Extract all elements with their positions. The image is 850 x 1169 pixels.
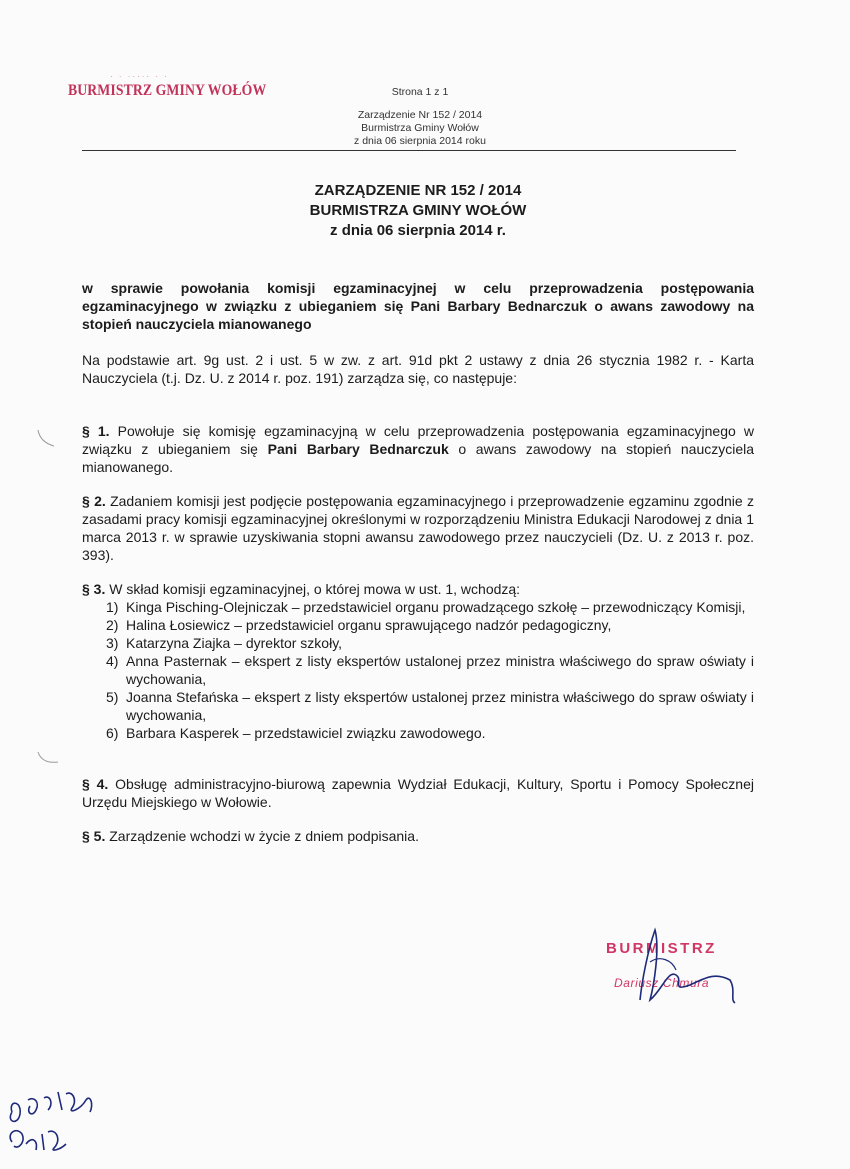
margin-mark [38, 752, 58, 762]
signature-scribble [650, 959, 676, 970]
section-text: Obsługę administracyjno-biurową zapewnia Wydział Edukacji, Kultury, Sportu i Pomocy Społecznej Urzędu Miejskiego w Wołowie. [82, 776, 754, 810]
signature-scribble [640, 930, 735, 1003]
list-item: Anna Pasternak – ekspert z listy ekspertów ustalonej przez ministra właściwego do spraw oświaty i wychowania, [126, 653, 754, 687]
list-item: Joanna Stefańska – ekspert z listy ekspertów ustalonej przez ministra właściwego do spraw oświaty i wychowania, [126, 689, 754, 723]
list-item: Barbara Kasperek – przedstawiciel związku zawodowego. [126, 725, 486, 741]
stamp-decoration: · · ····· · · [110, 72, 169, 81]
list-item: Kinga Pisching-Olejniczak – przedstawiciel organu prowadzącego szkołę – przewodniczący Komisji, [126, 599, 746, 615]
section-text: Zarządzenie wchodzi w życie z dniem podpisania. [109, 828, 419, 844]
section-text: Zadaniem komisji jest podjęcie postępowania egzaminacyjnego i przeprowadzenie egzaminu zgodnie z zasadami pracy komisji egzaminacyjnej określonymi w rozporządzeniu Ministra Edukacji Narodowej z dnia 1 marca 2013 r. w sprawie uzyskiwania stopni awansu zawodowego przez nauczycieli (Dz. U. z 2013 r. poz. 393). [82, 493, 754, 563]
section-text: o awans zawodowy na stopień nauczyciela mianowanego. [82, 441, 755, 475]
section-text: Powołuje się komisję egzaminacyjną w celu przeprowadzenia postępowania egzaminacyjnego w związku z ubieganiem się [82, 423, 754, 457]
handwritten-note [10, 1092, 91, 1121]
section-mark: § 1. [82, 423, 110, 439]
list-item: Katarzyna Ziajka – dyrektor szkoły, [126, 635, 343, 651]
section-mark: § 4. [82, 776, 109, 792]
title-line: ZARZĄDZENIE NR 152 / 2014 [314, 182, 522, 199]
section-mark: § 5. [82, 828, 106, 844]
legal-basis: Na podstawie art. 9g ust. 2 i ust. 5 w zw. z art. 91d pkt 2 ustawy z dnia 26 stycznia 1982 r. - Karta Nauczyciela (t.j. Dz. U. z 2014 r. poz. 191) zarządza się, co następuje: [82, 352, 754, 386]
section-mark: § 2. [82, 493, 106, 509]
header-ref-line: Burmistrza Gminy Wołów [361, 122, 479, 134]
list-item: Halina Łosiewicz – przedstawiciel organu sprawującego nadzór pedagogiczny, [126, 617, 612, 633]
handwritten-note [10, 1131, 66, 1150]
section-text: W skład komisji egzaminacyjnej, o której mowa w ust. 1, wchodzą: [109, 581, 521, 597]
title-line: BURMISTRZA GMINY WOŁÓW [309, 202, 527, 219]
signature-stamp-title: BURMISTRZ [606, 940, 717, 957]
candidate-name: Pani Barbary Bednarczuk [267, 441, 449, 457]
page-number: Strona 1 z 1 [391, 86, 449, 98]
header-ref-line: Zarządzenie Nr 152 / 2014 [357, 109, 483, 121]
section-mark: § 3. [82, 581, 106, 597]
header-ref-line: z dnia 06 sierpnia 2014 roku [354, 135, 486, 147]
margin-mark [38, 430, 54, 446]
signature-stamp-name: Dariusz Chmura [614, 976, 710, 990]
title-line: z dnia 06 sierpnia 2014 r. [330, 222, 506, 239]
office-stamp: BURMISTRZ GMINY WOŁÓW [68, 82, 267, 99]
document-subject: w sprawie powołania komisji egzaminacyjnej w celu przeprowadzenia postępowania egzaminacyjnego w związku z ubieganiem się Pani Barbary Bednarczuk o awans zawodowy na stopień nauczyciela mianowanego [82, 280, 754, 332]
